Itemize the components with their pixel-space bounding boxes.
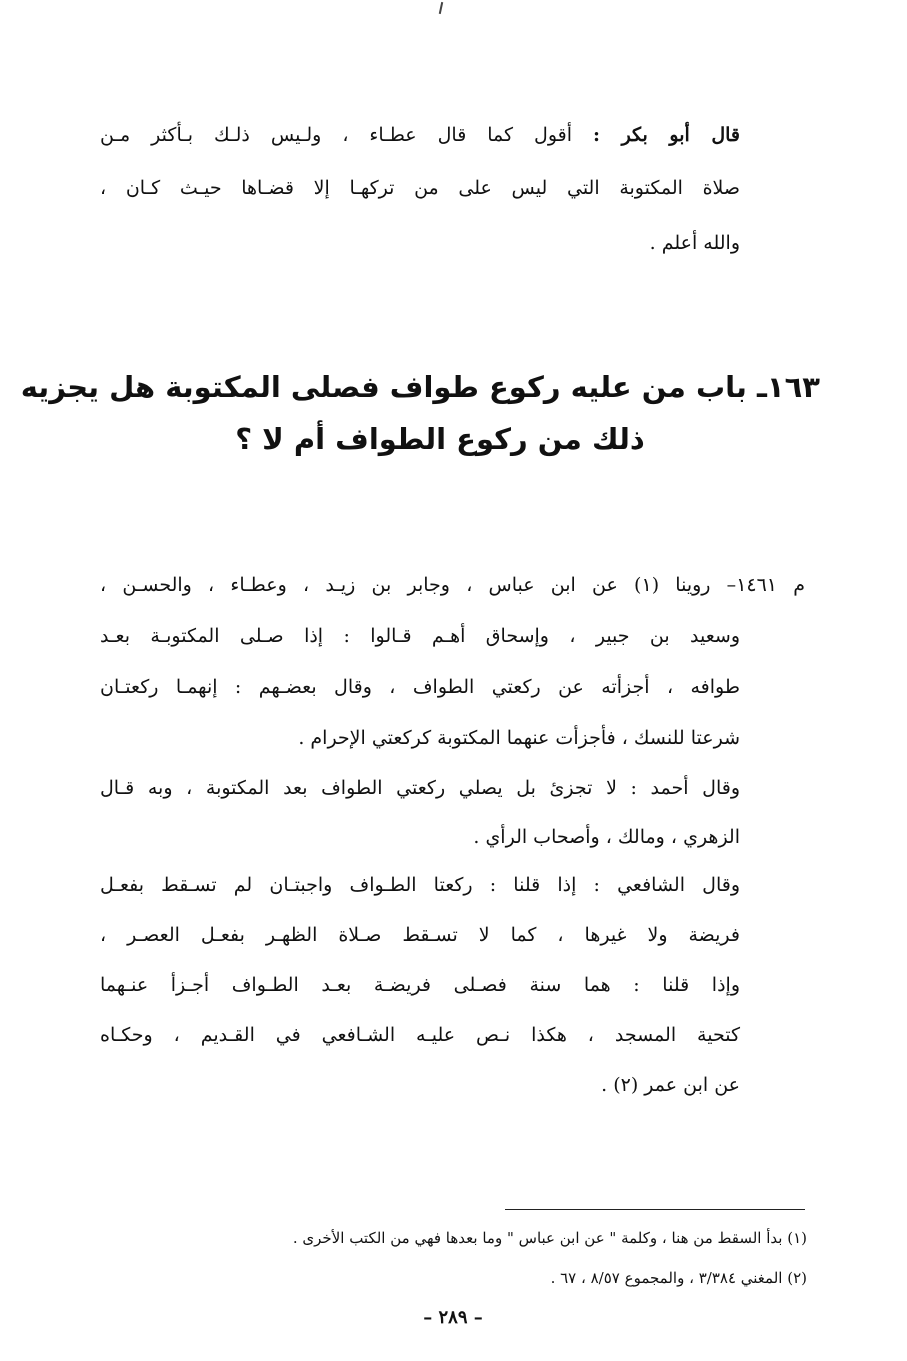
page-number: – ٢٨٩ – [423, 1307, 483, 1328]
top-pen-mark [439, 2, 443, 14]
intro-line-1 [100, 120, 740, 150]
entry-first-line: م ١٤٦١– روينا (١) عن ابن عباس ، وجابر بن زيـد ، وعطـاء ، والحسـن ، [100, 574, 805, 596]
footnote-1: (١) بدأ السقط من هنا ، وكلمة " عن ابن عباس " وما بعدها فهي من الكتب الأخرى . [292, 1229, 807, 1247]
intro-line-2: صلاة المكتوبة التي ليس على من تركهـا إلا قضـاها حيـث كـان ، [100, 177, 740, 199]
entry-line: كتحية المسجد ، هكذا نـص عليـه الشـافعي في القـديم ، وحكـاه [100, 1024, 740, 1046]
entry-line: شرعتا للنسك ، فأجزأت عنهما المكتوبة كركعتي الإحرام . [298, 727, 740, 749]
intro-line-3: والله أعلم . [649, 232, 740, 254]
entry-line: وسعيد بن جبير ، وإسحاق أهـم قـالوا : إذا صـلى المكتوبـة بعـد [100, 625, 740, 647]
chapter-heading-line-1: ١٦٣ـ باب من عليه ركوع طواف فصلى المكتوبة هل يجزيه [20, 370, 820, 404]
entry-line: الزهري ، ومالك ، وأصحاب الرأي . [473, 826, 740, 848]
footnote-divider [505, 1209, 805, 1210]
entry-line: فريضة ولا غيرها ، كما لا تسـقط صـلاة الظهـر بفعـل العصـر ، [100, 924, 740, 946]
entry-line: وقال الشافعي : إذا قلنا : ركعتا الطـواف واجبتـان لم تسـقط بفعـل [100, 874, 740, 896]
entry-line: وإذا قلنا : هما سنة فصـلى فريضـة بعـد الطـواف أجـزأ عنـهما [100, 974, 740, 996]
intro-line-1-text: أقول كما قال عطـاء ، ولـيس ذلـك بـأكثر مـن [100, 124, 573, 146]
chapter-heading-line-2: ذلك من ركوع الطواف أم لا ؟ [235, 422, 645, 456]
footnote-2: (٢) المغني ٣/٣٨٤ ، والمجموع ٨/٥٧ ، ٦٧ . [550, 1269, 807, 1287]
intro-lead: قال أبو بكر : [593, 124, 740, 146]
entry-line: عن ابن عمر (٢) . [601, 1074, 740, 1096]
entry-line: وقال أحمد : لا تجزئ بل يصلي ركعتي الطواف بعد المكتوبة ، وبه قـال [100, 777, 740, 799]
entry-line: طوافه ، أجزأته عن ركعتي الطواف ، وقال بعضـهم : إنهمـا ركعتـان [100, 676, 740, 698]
